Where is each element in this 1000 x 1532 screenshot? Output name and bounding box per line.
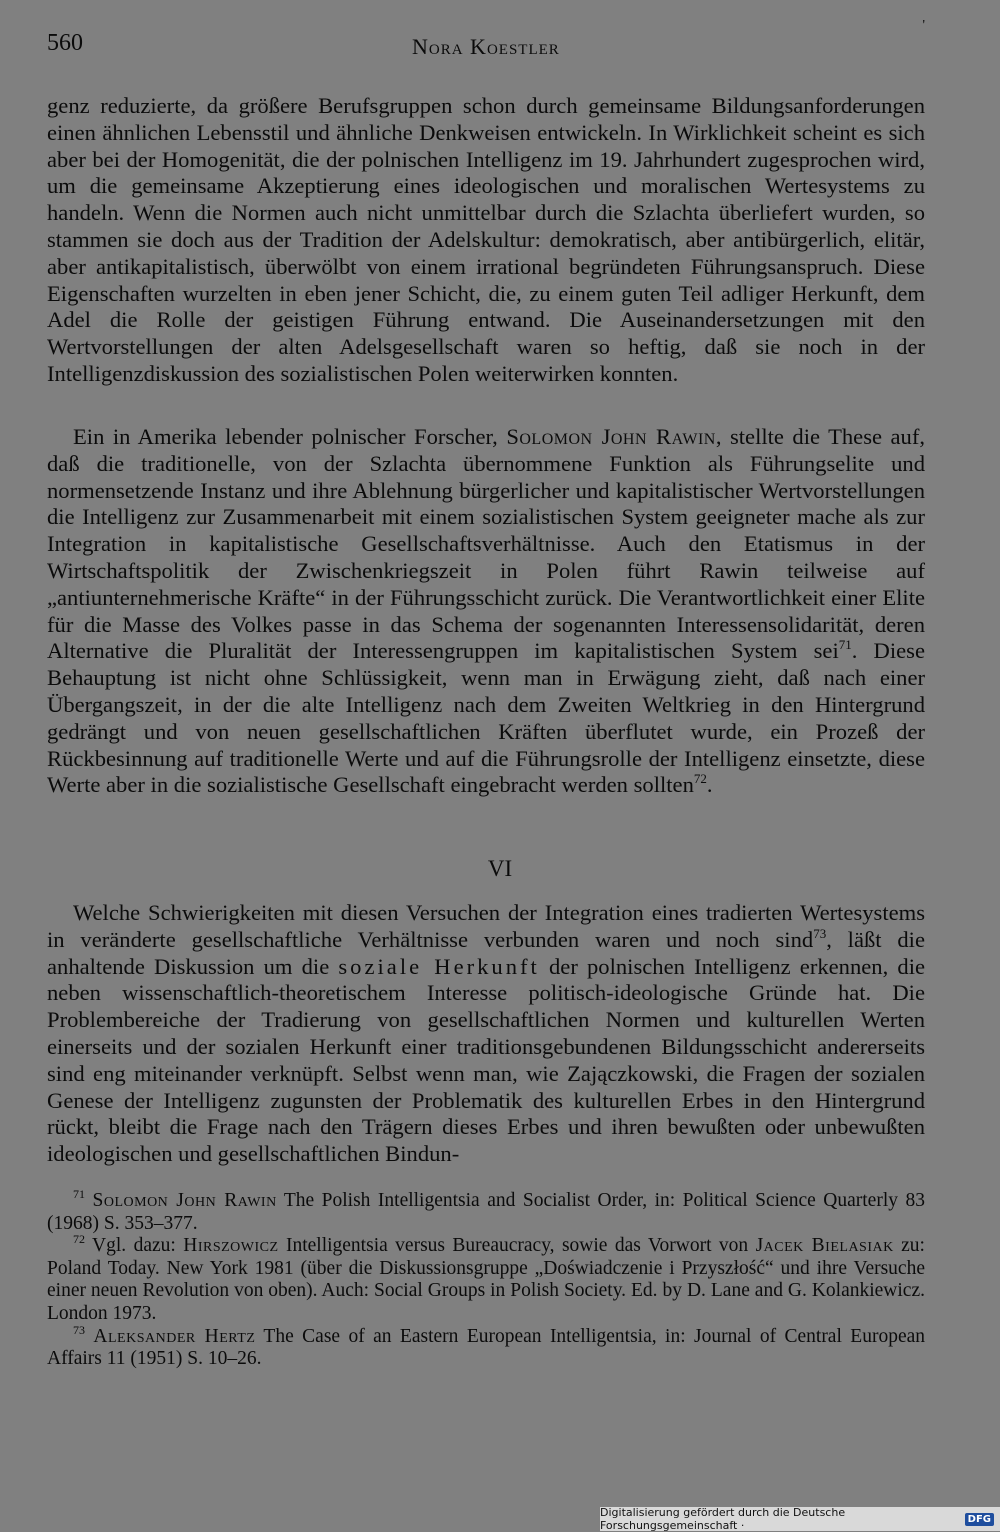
page-number: 560 — [47, 30, 83, 56]
section-heading: VI — [487, 856, 513, 881]
footnote-text: Intelligentsia versus Bureaucracy, sowie das Vorwort von — [278, 1235, 756, 1257]
footnote-text: The Case of an Eastern European Intelligentsia, in: Journal of Central European Affairs 11 (1951) S. 10–26. — [47, 1325, 926, 1370]
footnote-mark: 73 — [73, 1322, 85, 1337]
dfg-logo: DFG — [965, 1513, 994, 1526]
paragraph-2 — [47, 424, 925, 799]
footnote-ref-73[interactable]: 73 — [813, 925, 827, 941]
paragraph-3-part1: Welche Schwierigkeiten mit diesen Versuchen der Integration eines tradierten Wertesystems in veränderte gesellschaftliche Verhältnisse verbunden waren und noch sind — [47, 900, 925, 952]
footnote-author: Hirszowicz — [183, 1235, 279, 1257]
footnote-73 — [47, 1322, 926, 1371]
digitization-credit-bar — [600, 1507, 1000, 1531]
footnote-text: The Polish Intelligentsia and Socialist Order, in: Political Science Quarterly 83 (1968) S. 353–377. — [47, 1190, 925, 1234]
footnote-lead: Vgl. dazu: — [85, 1235, 184, 1257]
paragraph-2-part2: . Diese Behauptung ist nicht ohne Schlüssigkeit, wenn man in Erwägung zieht, daß nach einer Übergangszeit, in der die alte Intelligenz nach dem Zweiten Weltkrieg in den Hintergrund gedrängt und von neuen gesellschaftlichen Kräften überflutet wurde, ein Prozeß der Rückbesinnung auf traditionelle Werte und auf die Führungsrolle der Intelligenz einsetzte, diese Werte aber in die sozialistische Gesellschaft eingebracht werden sollten — [47, 638, 925, 798]
footnote-author: Aleksander Hertz — [93, 1325, 256, 1347]
paragraph-2-part1: , stellte die These auf, daß die traditionelle, von der Szlachta übernommene Funktion als Führungselite und normensetzende Instanz und ihre Ablehnung bürgerlicher und kapitalistischer Wertvorstellungen die Intelligenz zur Zusammenarbeit mit einem sozialistischen System geeigneter mache als zur Integration in kapitalistische Gesellschaftsverhältnisse. Auch den Etatismus in der Wirtschaftspolitik der Zwischenkriegszeit in Polen führt Rawin teilweise auf „antiunternehmerische Kräfte“ in der Führungsschicht zurück. Die Verantwortlichkeit einer Elite für die Masse des Volkes passe in das Schema der sogenannten Interessensolidarität, deren Alternative die Pluralität der Interessengruppen im kapitalistischen System sei — [47, 424, 925, 664]
page-header — [47, 18, 925, 66]
paragraph-3-part2: , läßt die anhaltende Diskussion um die — [47, 926, 925, 979]
footnote-author: Solomon John Rawin — [92, 1190, 277, 1211]
footnote-author: Jacek Bielasiak — [755, 1235, 894, 1257]
paragraph-3-text — [47, 900, 925, 1168]
paragraph-2-end: . — [706, 772, 713, 798]
paragraph-2-text — [47, 424, 925, 799]
footnote-text: zu: Poland Today. New York 1981 (über die Diskussionsgruppe „Doświadczenie i Przyszłość“ und ihre Versuche einer neuen Revolution von oben). Auch: Social Groups in Polish Society. Ed. by D. Lane and G. Kolankiewicz. London 1973. — [47, 1235, 925, 1324]
scan-mark: ' — [922, 18, 925, 33]
author-name: Solomon John Rawin — [506, 424, 716, 449]
paragraph-3-part3: der polnischen Intelligenz erkennen, die neben wissenschaftlich-theoretischem Interesse politisch-ideologische Gründe hat. Die Problembereiche der Tradierung von gesellschaftlichen Normen und kulturellen Werten einerseits und der sozialen Herkunft einer traditionsgebundenen Bildungsschicht andererseits sind eng miteinander verknüpft. Selbst wenn man, wie Zajączkowski, die Fragen der sozialen Genese der Intelligenz zugunsten der Problematik des kulturellen Erbes in den Hintergrund rückt, bleibt die Frage nach den Trägern dieses Erbes und ihren bewußten oder unbewußten ideologischen und gesellschaftlichen Bindun- — [47, 953, 925, 1167]
footnote-ref-72[interactable]: 72 — [693, 771, 707, 787]
digitization-credit: Digitalisierung gefördert durch die Deutsche Forschungsgemeinschaft · — [600, 1506, 846, 1532]
paragraph-3 — [47, 900, 925, 1168]
footnote-72 — [47, 1232, 925, 1325]
footnote-71 — [47, 1187, 925, 1235]
footnote-ref-71[interactable]: 71 — [838, 637, 852, 653]
footnote-mark: 71 — [73, 1187, 85, 1201]
emphasis-spaced: soziale Herkunft — [338, 953, 540, 979]
paragraph-1-text: genz reduzierte, da größere Berufsgruppen schon durch gemeinsame Bildungsanforderungen einen ähnlichen Lebensstil und ähnliche Denkweisen entwickeln. In Wirklichkeit scheint es sich aber bei der Homogenität, die der polnischen Intelligenz im 19. Jahrhundert zugesprochen wird, um die gemeinsame Akzeptierung eines ideologischen und moralischen Wertesystems zu handeln. Wenn die Normen auch nicht unmittelbar durch die Szlachta überliefert wurden, so stammen sie doch aus der Tradition der Adelskultur: demokratisch, aber antibürgerlich, elitär, aber antikapitalistisch, überwölbt von einem irrational begründeten Führungsanspruch. Diese Eigenschaften wurzelten in eben jener Schicht, die, zu einem guten Teil adliger Herkunft, dem Adel die Rolle der geistigen Führung entwand. Die Auseinandersetzungen mit den Wertvorstellungen der alten Adelsgesellschaft waren so heftig, daß sie noch in der Intelligenzdiskussion des sozialistischen Polen weiterwirken konnten. — [47, 93, 925, 386]
footnotes — [47, 1187, 926, 1371]
paragraph-1 — [47, 93, 925, 388]
running-head: Nora Koestler — [412, 34, 560, 59]
footnote-mark: 72 — [73, 1232, 85, 1247]
paragraph-2-lead: Ein in Amerika lebender polnischer Forscher, — [73, 424, 498, 449]
